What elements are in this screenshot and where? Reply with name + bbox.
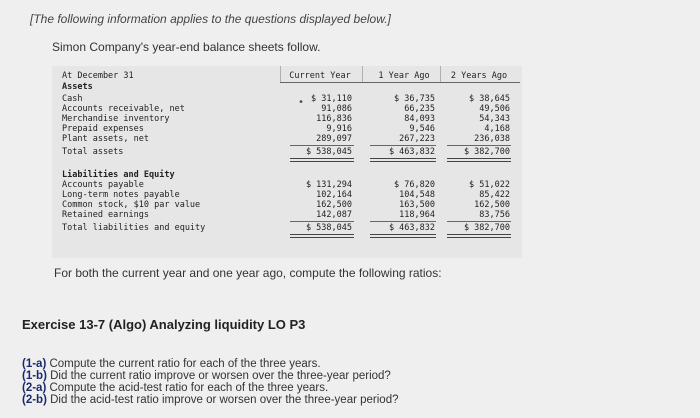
total-double-rule (290, 234, 354, 238)
row-label: Long-term notes payable (62, 190, 180, 200)
cell: 91,086 (321, 104, 352, 114)
section-liabilities (52, 170, 522, 180)
total-double-rule (447, 234, 511, 238)
row-label: Merchandise inventory (62, 114, 170, 124)
total-double-rule (370, 234, 436, 238)
cell: 142,087 (316, 210, 352, 220)
header-row (52, 71, 522, 81)
row-label: Total assets (62, 147, 124, 157)
row-label: Total liabilities and equity (62, 223, 206, 233)
subtotal-rule (370, 221, 436, 222)
cell: 9,546 (409, 124, 435, 134)
info-note: [The following information applies to the questions displayed below.] (30, 12, 391, 26)
cell: 118,964 (399, 210, 435, 220)
exercise-title: Exercise 13-7 (Algo) Analyzing liquidity LO P3 (22, 317, 306, 332)
cell: $ 382,700 (463, 223, 510, 233)
question-item (22, 370, 398, 382)
table-row (52, 104, 522, 114)
table-row-total (52, 147, 522, 157)
cell: $ 131,294 (305, 180, 352, 190)
column-header-2yr: 2 Years Ago (450, 71, 508, 81)
cell: 83,756 (479, 210, 510, 220)
cell: $ 463,832 (388, 147, 435, 157)
table-row (52, 190, 522, 200)
row-label: Accounts payable (62, 180, 144, 190)
section-assets (52, 82, 522, 92)
cell: 4,168 (484, 124, 510, 134)
cell: $ 538,045 (305, 147, 352, 157)
table-row-total (52, 223, 522, 233)
cell: 54,343 (479, 114, 510, 124)
question-id: (2-b) (22, 394, 47, 406)
row-label: Retained earnings (62, 210, 149, 220)
section-label: Assets (62, 82, 93, 92)
subtotal-rule (290, 221, 354, 222)
cell: 84,093 (404, 114, 435, 124)
instruction-text: For both the current year and one year ago, compute the following ratios: (54, 266, 442, 280)
cell: $ 38,645 (469, 94, 510, 104)
cell: $ 463,832 (388, 223, 435, 233)
cell: 104,548 (399, 190, 435, 200)
balance-sheet-table (52, 66, 522, 258)
table-row (52, 200, 522, 210)
cell: 163,500 (399, 200, 435, 210)
cell: 66,235 (404, 104, 435, 114)
column-header-1yr: 1 Year Ago (378, 71, 430, 81)
subtotal-rule (447, 145, 511, 146)
subtotal-rule (370, 145, 436, 146)
question-id: (2-a) (22, 382, 47, 394)
row-label: Accounts receivable, net (62, 104, 185, 114)
question-text: Compute the acid-test ratio for each of the three years. (49, 382, 329, 394)
cell: 102,164 (316, 190, 352, 200)
table-row (52, 180, 522, 190)
cell: $ 31,110 (311, 94, 352, 104)
cell: 162,500 (316, 200, 352, 210)
question-text: Did the current ratio improve or worsen over the three-year period? (50, 370, 391, 382)
table-row (52, 94, 522, 104)
row-label: Plant assets, net (62, 134, 149, 144)
cell: $ 382,700 (463, 147, 510, 157)
cell: 236,038 (474, 134, 510, 144)
question-item (22, 394, 398, 406)
cell: 289,097 (316, 134, 352, 144)
total-double-rule (290, 158, 354, 162)
row-label: Common stock, $10 par value (62, 200, 201, 210)
table-row (52, 134, 522, 144)
question-item (22, 358, 398, 370)
question-id: (1-b) (22, 370, 47, 382)
total-double-rule (447, 158, 511, 162)
table-row (52, 124, 522, 134)
bullet-dot: • (298, 97, 305, 108)
row-label: Cash (62, 94, 83, 104)
cell: 49,506 (479, 104, 510, 114)
section-label: Liabilities and Equity (62, 170, 175, 180)
cell: 116,836 (316, 114, 352, 124)
subtotal-rule (290, 145, 354, 146)
cell: 162,500 (474, 200, 510, 210)
column-header-current: Current Year (289, 71, 351, 81)
cell: $ 36,735 (394, 94, 435, 104)
subtotal-rule (447, 221, 511, 222)
intro-text: Simon Company's year-end balance sheets follow. (52, 40, 321, 54)
question-list (22, 358, 398, 406)
total-double-rule (370, 158, 436, 162)
question-id: (1-a) (22, 358, 47, 370)
table-row (52, 114, 522, 124)
cell: 85,422 (479, 190, 510, 200)
row-label: Prepaid expenses (62, 124, 144, 134)
cell: $ 51,022 (469, 180, 510, 190)
cell: $ 76,820 (394, 180, 435, 190)
table-row (52, 210, 522, 220)
cell: 267,223 (399, 134, 435, 144)
question-item (22, 382, 398, 394)
date-header: At December 31 (62, 71, 134, 81)
question-text: Compute the current ratio for each of the three years. (49, 358, 321, 370)
cell: 9,916 (326, 124, 352, 134)
question-text: Did the acid-test ratio improve or worsen over the three-year period? (50, 394, 399, 406)
cell: $ 538,045 (305, 223, 352, 233)
